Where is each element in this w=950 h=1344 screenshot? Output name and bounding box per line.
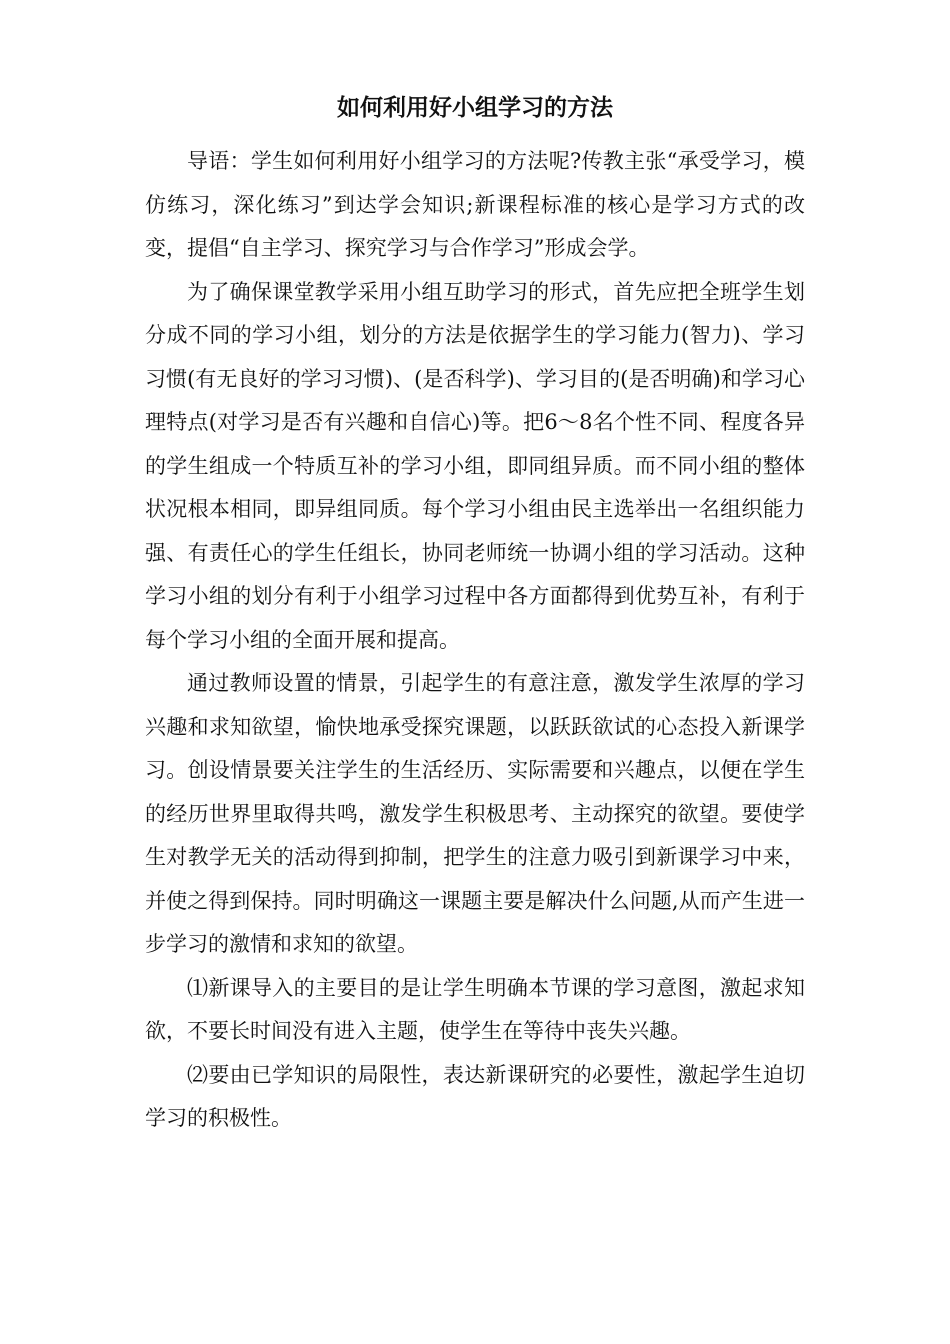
document-body [145, 140, 805, 1141]
paragraph-intro: 导语：学生如何利用好小组学习的方法呢?传教主张“承受学习，模仿练习，深化练习”到达学会知识;新课程标准的核心是学习方式的改变，提倡“自主学习、探究学习与合作学习”形成会学。 [145, 149, 805, 260]
document-title: 如何利用好小组学习的方法 [337, 94, 613, 121]
paragraph-point-2: ⑵要由已学知识的局限性，表达新课研究的必要性，激起学生迫切学习的积极性。 [145, 1062, 805, 1130]
paragraph-scenario: 通过教师设置的情景，引起学生的有意注意，激发学生浓厚的学习兴趣和求知欲望，愉快地承受探究课题，以跃跃欲试的心态投入新课学习。创设情景要关注学生的生活经历、实际需要和兴趣点，以便在学生的经历世界里取得共鸣，激发学生积极思考、主动探究的欲望。要使学生对教学无关的活动得到抑制，把学生的注意力吸引到新课学习中来，并使之得到保持。同时明确这一课题主要是解决什么问题,从而产生进一步学习的激情和求知的欲望。 [145, 671, 805, 956]
paragraph-grouping: 为了确保课堂教学采用小组互助学习的形式，首先应把全班学生划分成不同的学习小组，划分的方法是依据学生的学习能力(智力)、学习习惯(有无良好的学习习惯)、(是否科学)、学习目的(是否明确)和学习心理特点(对学习是否有兴趣和自信心)等。把6～8名个性不同、程度各异的学生组成一个特质互补的学习小组，即同组异质。而不同小组的整体状况根本相同，即异组同质。每个学习小组由民主选举出一名组织能力强、有责任心的学生任组长，协同老师统一协调小组的学习活动。这种学习小组的划分有利于小组学习过程中各方面都得到优势互补，有利于每个学习小组的全面开展和提高。 [145, 279, 805, 652]
paragraph-point-1: ⑴新课导入的主要目的是让学生明确本节课的学习意图，激起求知欲，不要长时间没有进入主题，使学生在等待中丧失兴趣。 [145, 975, 805, 1043]
